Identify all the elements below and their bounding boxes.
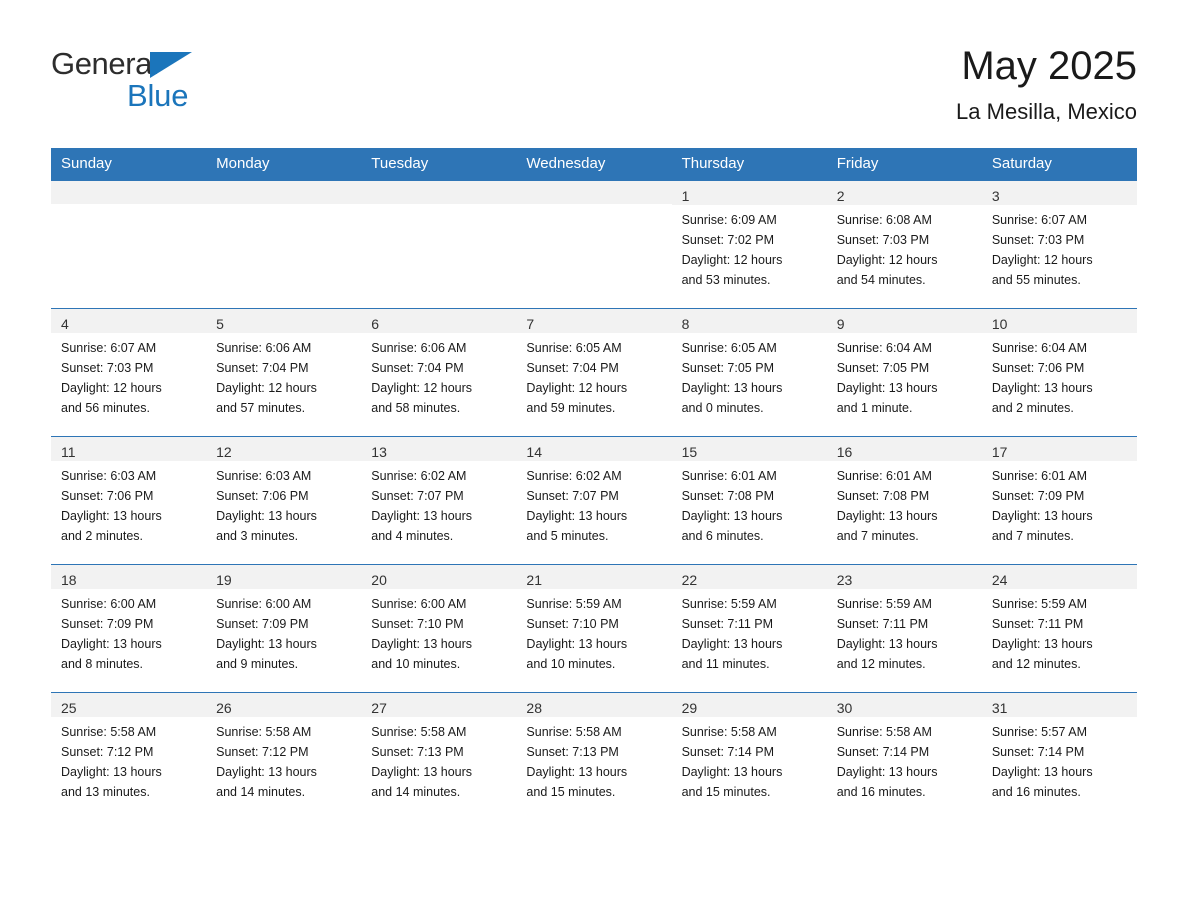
calendar-day-info-line: and 58 minutes. (371, 401, 461, 415)
calendar-cell[interactable] (516, 564, 671, 682)
calendar-day-info-line: and 2 minutes. (61, 529, 143, 543)
calendar-day-info-line: and 0 minutes. (681, 401, 764, 415)
weekday-header-monday: Monday (206, 148, 361, 180)
calendar-row-spacer-cell (827, 298, 982, 308)
calendar-day-info (526, 338, 663, 418)
calendar-day-info-line: Daylight: 13 hours (371, 765, 473, 779)
calendar-day-info-line: Sunset: 7:11 PM (991, 617, 1084, 631)
calendar-day-number: 24 (991, 572, 1008, 588)
calendar-day-info (992, 210, 1129, 290)
calendar-day-info-line: Sunrise: 5:58 AM (371, 725, 467, 739)
calendar-day-number: 4 (61, 316, 69, 332)
calendar-day-number: 1 (681, 188, 690, 204)
weekday-header-sunday: Sunday (51, 148, 206, 180)
calendar-day-info-line: Sunrise: 6:06 AM (371, 341, 467, 355)
calendar-day-number: 5 (216, 316, 224, 332)
calendar-week-row (51, 692, 1137, 810)
calendar-day-info-line: Sunrise: 6:00 AM (61, 597, 157, 611)
calendar-day-info-line: Sunset: 7:09 PM (216, 617, 309, 631)
calendar-cell[interactable] (361, 308, 516, 426)
calendar-day-info-line: Sunrise: 6:00 AM (216, 597, 312, 611)
calendar-day-info-line: Daylight: 13 hours (61, 509, 162, 523)
calendar-cell[interactable] (982, 180, 1137, 298)
calendar-day-info-line: and 4 minutes. (371, 529, 454, 543)
location-subtitle: La Mesilla, Mexico (956, 99, 1137, 124)
calendar-day-info-line: Sunset: 7:03 PM (991, 233, 1085, 247)
calendar-day-info-line: Sunrise: 5:57 AM (991, 725, 1088, 739)
calendar-row-spacer-cell (51, 426, 206, 436)
calendar-day-info-line: Daylight: 13 hours (526, 637, 628, 651)
calendar-row-spacer-cell (206, 682, 361, 692)
calendar-day-info-line: Sunset: 7:04 PM (526, 361, 619, 375)
calendar-row-spacer-cell (206, 298, 361, 308)
calendar-day-info-line: Sunrise: 6:09 AM (681, 213, 777, 227)
calendar-row-spacer-cell (516, 554, 671, 564)
calendar-day-info-line: Sunrise: 5:59 AM (526, 597, 622, 611)
calendar-day-info-line: Daylight: 12 hours (836, 253, 938, 267)
calendar-day-info (992, 722, 1129, 802)
calendar-day-info-line: and 14 minutes. (216, 785, 306, 799)
calendar-cell[interactable] (982, 564, 1137, 682)
calendar-day-number: 27 (371, 700, 387, 716)
calendar-day-info-line: and 15 minutes. (681, 785, 771, 799)
calendar-day-info (371, 338, 508, 418)
calendar-day-info-line: and 16 minutes. (991, 785, 1081, 799)
calendar-day-info-line: and 13 minutes. (61, 785, 150, 799)
calendar-day-info-line: Daylight: 13 hours (991, 765, 1093, 779)
calendar-day-number: 11 (61, 444, 76, 460)
calendar-row-spacer-cell (982, 554, 1137, 564)
calendar-day-number: 28 (526, 700, 542, 716)
calendar-row-spacer-cell (672, 682, 827, 692)
calendar-day-info-line: Sunrise: 6:08 AM (836, 213, 932, 227)
calendar-day-info-line: and 1 minute. (836, 401, 913, 415)
calendar-day-info-line: and 12 minutes. (991, 657, 1081, 671)
calendar-cell[interactable] (827, 180, 982, 298)
calendar-day-info-line: Daylight: 12 hours (681, 253, 783, 267)
calendar-cell[interactable] (516, 308, 671, 426)
calendar-day-info-line: Sunrise: 5:58 AM (216, 725, 312, 739)
calendar-cell[interactable] (827, 308, 982, 426)
weekday-header-friday: Friday (827, 148, 982, 180)
calendar-day-info-line: and 8 minutes. (61, 657, 143, 671)
calendar-day-info-line: Sunset: 7:11 PM (836, 617, 929, 631)
calendar-day-info-line: Daylight: 13 hours (216, 637, 317, 651)
calendar-day-info-line: Daylight: 13 hours (216, 509, 317, 523)
calendar-day-info-line: Sunset: 7:07 PM (526, 489, 619, 503)
calendar-body (51, 180, 1137, 810)
calendar-day-number: 15 (681, 444, 698, 460)
calendar-day-info-line: Sunset: 7:09 PM (991, 489, 1085, 503)
calendar-day-info-line: Sunrise: 5:58 AM (61, 725, 157, 739)
calendar-row-spacer-cell (982, 682, 1137, 692)
calendar-row-spacer-cell (827, 682, 982, 692)
calendar-day-number: 14 (526, 444, 542, 460)
calendar-day-info-line: Daylight: 13 hours (681, 381, 783, 395)
calendar-day-info-line: and 14 minutes. (371, 785, 461, 799)
calendar-day-info-line: and 55 minutes. (991, 273, 1081, 287)
calendar-day-info-line: and 16 minutes. (836, 785, 926, 799)
calendar-day-info-line: Daylight: 13 hours (991, 509, 1093, 523)
calendar-day-number: 25 (61, 700, 77, 716)
calendar-cell[interactable] (51, 692, 206, 810)
calendar-row-spacer-cell (206, 426, 361, 436)
calendar-day-info-line: Sunrise: 5:59 AM (991, 597, 1088, 611)
calendar-day-info (992, 594, 1129, 674)
calendar-day-info (682, 722, 819, 802)
calendar-row-spacer-cell (51, 682, 206, 692)
calendar-day-number: 6 (371, 316, 380, 332)
calendar-day-info-line: and 59 minutes. (526, 401, 616, 415)
calendar-cell[interactable] (982, 436, 1137, 554)
calendar-day-info-line: Sunset: 7:10 PM (526, 617, 619, 631)
calendar-day-info-line: Sunset: 7:03 PM (61, 361, 154, 375)
calendar-day-info (61, 338, 198, 418)
calendar-day-info-line: Sunset: 7:08 PM (836, 489, 930, 503)
calendar-day-info-line: Sunrise: 6:06 AM (216, 341, 312, 355)
calendar-cell[interactable] (672, 308, 827, 426)
calendar-day-info (837, 722, 974, 802)
calendar-day-number: 26 (216, 700, 232, 716)
calendar-day-info-line: Daylight: 12 hours (526, 381, 628, 395)
calendar-day-number: 10 (991, 316, 1008, 332)
calendar-day-info (526, 722, 663, 802)
calendar-day-number: 20 (371, 572, 387, 588)
calendar-day-info-line: Sunset: 7:06 PM (61, 489, 154, 503)
calendar-row-spacer-cell (672, 554, 827, 564)
calendar-day-info-line: Sunset: 7:13 PM (371, 745, 464, 759)
calendar-row-spacer-cell (516, 682, 671, 692)
calendar-day-info-line: Daylight: 12 hours (991, 253, 1093, 267)
calendar-day-info-line: and 54 minutes. (836, 273, 926, 287)
calendar-day-info (526, 594, 663, 674)
calendar-day-info (837, 594, 974, 674)
calendar-cell[interactable] (51, 564, 206, 682)
calendar-row-spacer (51, 426, 1137, 436)
calendar-day-info-line: Daylight: 13 hours (836, 637, 938, 651)
calendar-cell[interactable] (206, 436, 361, 554)
calendar-cell[interactable] (672, 692, 827, 810)
calendar-day-info-line: and 7 minutes. (836, 529, 919, 543)
calendar-day-number: 19 (216, 572, 232, 588)
calendar-day-number: 22 (681, 572, 698, 588)
calendar-row-spacer-cell (516, 426, 671, 436)
calendar-day-info-line: Sunrise: 6:03 AM (216, 469, 312, 483)
calendar-day-info-line: Sunrise: 6:01 AM (991, 469, 1088, 483)
calendar-day-info-line: and 5 minutes. (526, 529, 609, 543)
calendar-cell[interactable] (982, 692, 1137, 810)
calendar-day-info-line: Sunset: 7:06 PM (216, 489, 309, 503)
calendar-cell[interactable] (672, 436, 827, 554)
calendar-day-info-line: and 6 minutes. (681, 529, 764, 543)
calendar-day-info-line: Daylight: 13 hours (836, 765, 938, 779)
calendar-day-info-line: Sunrise: 6:05 AM (681, 341, 777, 355)
calendar-day-info-line: Daylight: 12 hours (61, 381, 162, 395)
calendar-cell[interactable] (361, 692, 516, 810)
calendar-row-spacer-cell (206, 554, 361, 564)
calendar-row-spacer-cell (827, 426, 982, 436)
calendar-day-info-line: Sunset: 7:05 PM (836, 361, 930, 375)
calendar-row-spacer (51, 682, 1137, 692)
calendar-day-info-line: Daylight: 13 hours (216, 765, 317, 779)
title-block (956, 44, 1137, 125)
calendar-day-info (526, 466, 663, 546)
calendar-day-info-line: Sunrise: 6:02 AM (371, 469, 467, 483)
calendar-day-info-line: Daylight: 13 hours (681, 509, 783, 523)
calendar-day-number: 17 (991, 444, 1008, 460)
calendar-day-info-line: Sunset: 7:09 PM (61, 617, 154, 631)
calendar-day-info-line: Sunrise: 6:05 AM (526, 341, 622, 355)
calendar-day-number: 9 (836, 316, 845, 332)
calendar-day-info-line: Sunset: 7:12 PM (61, 745, 154, 759)
calendar-day-number: 13 (371, 444, 387, 460)
calendar-cell[interactable] (361, 436, 516, 554)
calendar-day-info-line: Daylight: 13 hours (526, 765, 628, 779)
calendar-row-spacer (51, 298, 1137, 308)
calendar-day-info-line: Sunset: 7:10 PM (371, 617, 464, 631)
calendar-day-info (682, 338, 819, 418)
generalblue-logo (51, 48, 188, 111)
calendar-day-info (216, 594, 353, 674)
calendar-cell[interactable] (827, 436, 982, 554)
calendar-day-info-line: and 12 minutes. (836, 657, 926, 671)
calendar-day-info-line: and 2 minutes. (991, 401, 1074, 415)
calendar-cell[interactable] (206, 564, 361, 682)
calendar-day-info-line: and 11 minutes. (681, 657, 770, 671)
calendar-day-number: 23 (836, 572, 853, 588)
calendar-row-spacer-cell (51, 298, 206, 308)
calendar-day-info-line: Sunrise: 5:59 AM (836, 597, 932, 611)
calendar-day-info (992, 466, 1129, 546)
calendar-day-info (837, 466, 974, 546)
triangle-flag-icon (150, 52, 192, 78)
calendar-day-info-line: Sunrise: 5:58 AM (681, 725, 777, 739)
calendar-day-info-line: Sunrise: 6:07 AM (61, 341, 157, 355)
calendar-week-row (51, 564, 1137, 682)
calendar-day-info-line: Sunrise: 6:01 AM (836, 469, 932, 483)
calendar-day-info-line: and 10 minutes. (526, 657, 616, 671)
calendar-row-spacer-cell (516, 298, 671, 308)
calendar-day-info (992, 338, 1129, 418)
logo-word-blue: Blue (127, 78, 189, 113)
calendar-day-info-line: Daylight: 13 hours (526, 509, 628, 523)
calendar-day-number: 18 (61, 572, 77, 588)
weekday-header-thursday: Thursday (672, 148, 827, 180)
calendar-day-number: 29 (681, 700, 698, 716)
calendar-day-info-line: Sunset: 7:08 PM (681, 489, 774, 503)
calendar-day-info-line: Sunset: 7:04 PM (371, 361, 464, 375)
calendar-day-number: 31 (991, 700, 1008, 716)
calendar-cell[interactable] (206, 180, 361, 298)
calendar-day-info-line: Daylight: 13 hours (836, 381, 938, 395)
calendar-day-number: 2 (836, 188, 845, 204)
calendar-day-info-line: Sunset: 7:12 PM (216, 745, 309, 759)
calendar-day-info-line: Sunrise: 6:00 AM (371, 597, 467, 611)
calendar-day-info-line: Sunset: 7:06 PM (991, 361, 1085, 375)
calendar-row-spacer (51, 554, 1137, 564)
calendar-week-row (51, 180, 1137, 298)
calendar-day-info-line: Sunrise: 6:07 AM (991, 213, 1088, 227)
calendar-row-spacer-cell (827, 554, 982, 564)
calendar-row-spacer-cell (361, 426, 516, 436)
calendar-day-info-line: Sunrise: 6:01 AM (681, 469, 777, 483)
calendar-row-spacer-cell (361, 554, 516, 564)
calendar-day-info-line: and 56 minutes. (61, 401, 150, 415)
calendar-table (51, 148, 1137, 810)
calendar-cell[interactable] (361, 180, 516, 298)
calendar-day-info-line: Daylight: 13 hours (61, 765, 162, 779)
calendar-day-info (682, 466, 819, 546)
calendar-row-spacer-cell (672, 298, 827, 308)
calendar-day-number: 12 (216, 444, 232, 460)
calendar-cell[interactable] (206, 692, 361, 810)
calendar-day-info-line: Sunrise: 6:02 AM (526, 469, 622, 483)
calendar-day-info-line: Sunrise: 5:58 AM (836, 725, 932, 739)
weekday-header-saturday: Saturday (982, 148, 1137, 180)
calendar-day-info-line: Sunrise: 5:58 AM (526, 725, 622, 739)
calendar-day-info-line: and 15 minutes. (526, 785, 616, 799)
calendar-cell[interactable] (516, 692, 671, 810)
calendar-row-spacer-cell (51, 554, 206, 564)
calendar-day-info-line: Sunrise: 6:04 AM (991, 341, 1088, 355)
calendar-cell[interactable] (516, 436, 671, 554)
calendar-day-number: 3 (991, 188, 1000, 204)
calendar-day-info (371, 466, 508, 546)
calendar-day-info-line: Daylight: 13 hours (61, 637, 162, 651)
calendar-day-info-line: Sunset: 7:11 PM (681, 617, 774, 631)
weekday-header-row (51, 148, 1137, 180)
calendar-day-info (837, 210, 974, 290)
calendar-week-row (51, 308, 1137, 426)
calendar-cell[interactable] (361, 564, 516, 682)
calendar-day-number: 21 (526, 572, 542, 588)
calendar-cell[interactable] (827, 564, 982, 682)
calendar-day-info (61, 466, 198, 546)
calendar-day-info-line: and 53 minutes. (681, 273, 771, 287)
calendar-day-info-line: and 10 minutes. (371, 657, 461, 671)
page-title: May 2025 (961, 44, 1137, 88)
calendar-day-info (61, 722, 198, 802)
calendar-cell[interactable] (982, 308, 1137, 426)
calendar-day-info (837, 338, 974, 418)
calendar-cell[interactable] (672, 180, 827, 298)
calendar-day-info-line: Daylight: 13 hours (836, 509, 938, 523)
calendar-row-spacer-cell (361, 298, 516, 308)
calendar-day-info-line: Daylight: 13 hours (371, 637, 473, 651)
calendar-day-number: 7 (526, 316, 535, 332)
logo-word-general: General (51, 46, 159, 81)
calendar-week-row (51, 436, 1137, 554)
calendar-day-info (216, 338, 353, 418)
calendar-day-info-line: Sunset: 7:04 PM (216, 361, 309, 375)
calendar-day-info-line: Daylight: 13 hours (371, 509, 473, 523)
calendar-day-info (682, 594, 819, 674)
calendar-row-spacer-cell (982, 426, 1137, 436)
weekday-header-tuesday: Tuesday (361, 148, 516, 180)
calendar-day-info-line: and 3 minutes. (216, 529, 299, 543)
calendar-row-spacer-cell (361, 682, 516, 692)
calendar-row-spacer-cell (982, 298, 1137, 308)
calendar-cell[interactable] (206, 308, 361, 426)
calendar-cell[interactable] (51, 308, 206, 426)
calendar-day-number: 30 (836, 700, 853, 716)
calendar-day-number: 16 (836, 444, 853, 460)
calendar-day-info-line: Sunset: 7:13 PM (526, 745, 619, 759)
calendar-day-info-line: Sunset: 7:14 PM (836, 745, 930, 759)
weekday-header-wednesday: Wednesday (516, 148, 671, 180)
calendar-day-info-line: Sunrise: 6:03 AM (61, 469, 157, 483)
calendar-day-info-line: Daylight: 12 hours (216, 381, 317, 395)
calendar-day-info-line: Sunrise: 5:59 AM (681, 597, 777, 611)
calendar-day-info-line: Daylight: 13 hours (681, 765, 783, 779)
calendar-day-info (371, 722, 508, 802)
calendar-day-info-line: Sunset: 7:02 PM (681, 233, 774, 247)
calendar-cell[interactable] (827, 692, 982, 810)
page-header (51, 0, 1137, 125)
calendar-day-info (61, 594, 198, 674)
calendar-day-info (371, 594, 508, 674)
calendar-row-spacer-cell (672, 426, 827, 436)
calendar-cell[interactable] (672, 564, 827, 682)
calendar-day-info (216, 722, 353, 802)
calendar-cell[interactable] (51, 436, 206, 554)
calendar-day-info (682, 210, 819, 290)
calendar-day-info-line: Daylight: 13 hours (991, 381, 1093, 395)
calendar-day-number: 8 (681, 316, 690, 332)
calendar-day-info-line: Sunset: 7:14 PM (991, 745, 1085, 759)
calendar-day-info-line: Sunrise: 6:04 AM (836, 341, 932, 355)
calendar-day-info (216, 466, 353, 546)
calendar-day-info-line: Sunset: 7:07 PM (371, 489, 464, 503)
calendar-day-info-line: Daylight: 13 hours (991, 637, 1093, 651)
calendar-day-info-line: and 57 minutes. (216, 401, 306, 415)
calendar-day-info-line: Daylight: 13 hours (681, 637, 783, 651)
calendar-day-info-line: and 7 minutes. (991, 529, 1074, 543)
calendar-day-info-line: Sunset: 7:05 PM (681, 361, 774, 375)
calendar-day-info-line: Sunset: 7:14 PM (681, 745, 774, 759)
calendar-day-info-line: Daylight: 12 hours (371, 381, 473, 395)
calendar-day-info-line: Sunset: 7:03 PM (836, 233, 930, 247)
calendar-cell[interactable] (516, 180, 671, 298)
calendar-day-info-line: and 9 minutes. (216, 657, 299, 671)
calendar-cell[interactable] (51, 180, 206, 298)
